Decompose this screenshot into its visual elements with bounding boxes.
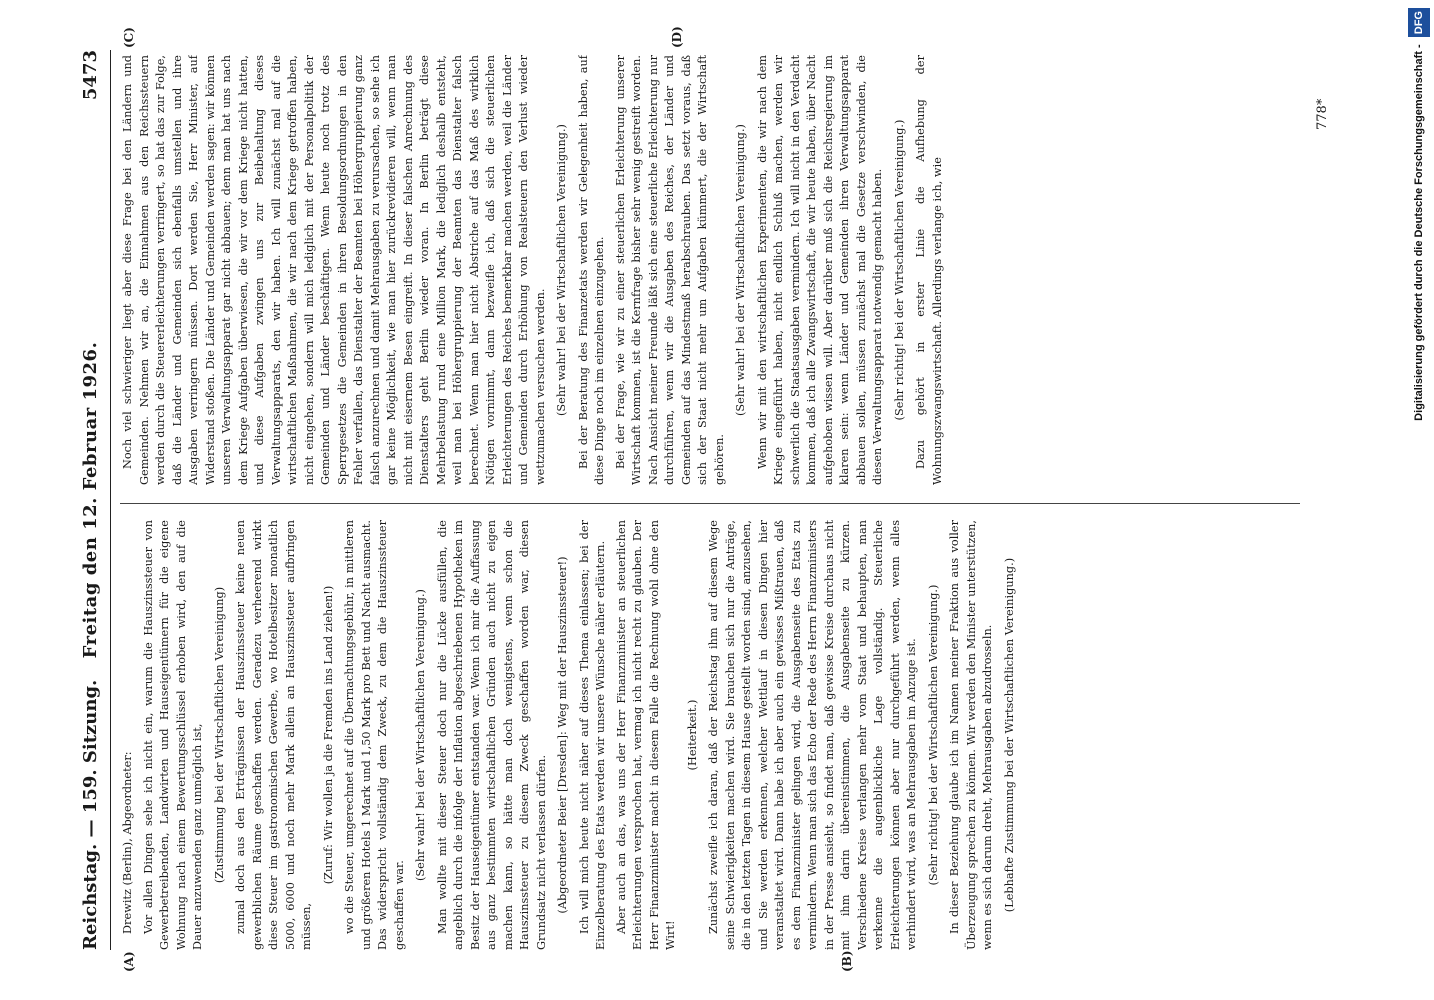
paragraph: Man wollte mit dieser Steuer doch nur die Lücke ausfüllen, die angeblich durch die infolge der Inflation abgeschriebenen Hypotheken im Besitz der Hauseigentümer entstanden war. Wenn ich mir die Auffassung aus ganz bestimmten wirtschaftlichen Gründen auch nicht zu eigen machen kann, so hätte man doch wenigstens, wenn schon die Hauszinssteuer zu diesem Zweck geschaffen worden war, diesen Grundsatz nicht verlassen dürfen. <box>435 520 548 950</box>
rotated-newspaper-page <box>70 26 1370 972</box>
paragraph: Aber auch an das, was uns der Herr Finanzminister an steuerlichen Erleichterungen versprochen hat, vermag ich nicht recht zu glauben. Der Herr Finanzminister macht in diesem Falle die Rechnung wohl ohne den Wirt! <box>614 520 677 950</box>
interjection: (Lebhafte Zustimmung bei der Wirtschaftlichen Vereinigung.) <box>1002 557 1016 913</box>
paragraph: Dazu gehört in erster Linie die Aufhebung der Wohnungszwangswirtschaft. Allerdings verlange ich, wie <box>914 55 944 485</box>
paragraph: Drewitz (Berlin), Abgeordneter: <box>121 751 134 934</box>
paragraph: Ich will mich heute nicht näher auf dieses Thema einlassen; bei der Einzelberatung des Etats werden wir unsere Wünsche näher erläutern. <box>577 520 607 950</box>
dfg-side-note <box>1408 8 1430 768</box>
interjection: (Zuruf: Wir wollen ja die Fremden ins Land ziehen!) <box>321 585 335 885</box>
signature-mark: 778* <box>1315 98 1330 130</box>
paragraph: Zunächst zweifle ich daran, daß der Reichstag ihm auf diesem Wege seine Schwierigkeiten machen wird. Sie brauchen sich nur die Anträge, die in den letzten Tagen in diesem Hause gestellt worden sind, anzusehen, und Sie werden erkennen, welcher Wettlauf in diesen Dingen hier veranstaltet wird. Dann habe ich aber auch ein gewisses Mißtrauen, daß es dem Finanzminister gelingen wird, die Ausgabenseite des Etats zu vermindern. Wenn man sich das Echo der Rede des Herrn Finanzministers in der Presse ansieht, so findet man, daß gewisse Kreise durchaus nicht mit ihm darin übereinstimmen, die Ausgabenseite zu kürzen. Verschiedene Kreise verlangen mehr vom Staat und behaupten, man verkenne die augenblickliche Lage vollständig. Steuerliche Erleichterungen können aber nur durchgeführt werden, wenn alles verhindert wird, was an Mehrausgaben im Anzuge ist. <box>707 520 918 950</box>
header-page-number: 5473 <box>79 50 101 101</box>
paragraph: In dieser Beziehung glaube ich im Namen meiner Fraktion aus voller Überzeugung sprechen zu können. Wir werden den Minister unterstützen, wenn es sich darum dreht, Mehrausgaben abzudrosseln. <box>948 520 994 950</box>
page-header <box>70 50 111 950</box>
header-center: Freitag den 12. Februar 1926. <box>79 341 101 659</box>
interjection: (Sehr wahr! bei der Wirtschaftlichen Vereinigung.) <box>414 589 427 881</box>
interjection: (Abgeordneter Beier [Dresden]: Weg mit der Hauszinssteuer!) <box>556 556 569 914</box>
interjection: (Heiterkeit.) <box>685 699 699 771</box>
paragraph: Noch viel schwieriger liegt aber diese Frage bei den Ländern und Gemeinden. Nehmen wir an, die Einnahmen aus den Reichssteuern werden durch die Steuererleichterungen verringert, so hat das zur Folge, daß die Länder und Gemeinden sich ebenfalls umstellen und ihre Ausgaben verringern müssen. Dort werden Sie, Herr Minister, auf Widerstand stoßen. Die Länder und Gemeinden werden sagen: wir können unseren Verwaltungsapparat gar nicht abbauen; denn man hat uns nach dem Kriege Aufgaben überwiesen, die wir vor dem Kriege nicht hatten, und diese Aufgaben zwingen uns zur Beibehaltung dieses Verwaltungsapparats, den wir haben. Ich will zunächst mal auf die wirtschaftlichen Maßnahmen, die wir nach dem Kriege getroffen haben, nicht eingehen, sondern will mich lediglich mit der Personalpolitik der Gemeinden und Länder beschäftigen. Wenn heute noch trotz des Sperrgesetzes die Gemeinden in ihren Besoldungsordnungen in den Fehler verfallen, das Dienstalter der Beamten bei Höhergruppierung ganz falsch anzurechnen und damit Mehrausgaben zu verursachen, so sehe ich gar keine Möglichkeit, wie man hier zurückrevidieren will, wenn man nicht mit eisernem Besen eingreift. In dieser falschen Anrechnung des Dienstalters geht Berlin wieder voran. In Berlin beträgt diese Mehrbelastung rund eine Million Mark, die lediglich deshalb entsteht, weil man bei Höhergruppierung der Beamten das Dienstalter falsch berechnet. Wenn man hier nicht Abstriche auf das Maß des wirklich Nötigen vornimmt, dann bezweifle ich, daß sich die steuerlichen Erleichterungen des Reiches bemerkbar machen werden, weil die Länder und Gemeinden durch Erhöhung von Realsteuern den Verlust wieder wettzumachen versuchen werden. <box>121 55 547 485</box>
margin-mark-d: (D) <box>670 26 684 48</box>
paragraph: zumal doch aus den Erträgnissen der Hauszinssteuer keine neuen gewerblichen Räume geschaffen werden. Geradezu verheerend wirkt diese Steuer im gastronomischen Gewerbe, wo Hotelbesitzer monatlich 5000, 6000 und noch mehr Mark allein an Hauszinssteuer aufbringen müssen, <box>234 520 313 950</box>
header-left: Reichstag. — 159. Sitzung. <box>79 679 101 950</box>
paragraph: Bei der Frage, wie wir zu einer steuerlichen Erleichterung unserer Wirtschaft kommen, ist die Kernfrage bisher sehr wenig gestreift worden. Nach Ansicht meiner Freunde läßt sich eine steuerliche Erleichterung nur durchführen, wenn wir die Ausgaben des Reiches, der Länder und Gemeinden auf das Mindestmaß herabschrauben. Das setzt voraus, daß sich der Staat nicht mehr um Aufgaben kümmert, die der Wirtschaft gehören. <box>613 55 726 485</box>
margin-mark-c: (C) <box>122 27 136 48</box>
dfg-logo: DFG <box>1408 8 1430 37</box>
interjection: (Sehr wahr! bei der Wirtschaftlichen Vereinigung.) <box>734 124 747 416</box>
margin-mark-b: (B) <box>840 950 854 972</box>
dfg-note-text: Digitalisierung gefördert durch die Deutsche Forschungsgemeinschaft - <box>1413 44 1425 421</box>
column-divider <box>120 503 1300 504</box>
left-column <box>120 520 1320 950</box>
interjection: (Zustimmung bei der Wirtschaftlichen Vereinigung) <box>212 586 226 884</box>
paragraph: wo die Steuer, umgerechnet auf die Übernachtungsgebühr, in mittleren und größeren Hotels 1 Mark und 1,50 Mark pro Bett und Nacht ausmacht. Das widerspricht vollständig dem Zweck, zu dem die Hauszinssteuer geschaffen war. <box>343 520 406 950</box>
paragraph: Vor allen Dingen sehe ich nicht ein, warum die Hauszinssteuer von Gewerbetreibenden, Landwirten und Hauseigentümern für die eigene Wohnung nach einem Bewertungsschlüssel erhoben wird, den auf die Dauer anzuwenden ganz unmöglich ist, <box>141 520 204 950</box>
right-column <box>120 55 1320 485</box>
paragraph: Wenn wir mit den wirtschaftlichen Experimenten, die wir nach dem Kriege eingeführt haben, nicht endlich Schluß machen, werden wir schwerlich die Staatsausgaben vermindern. Ich will nicht in den Verdacht kommen, daß ich alle Zwangswirtschaft, die wir heute haben, über Nacht aufgehoben wissen will. Aber darüber muß sich die Reichsregierung im klaren sein: wenn Länder und Gemeinden ihren Verwaltungsapparat abbauen sollen, müssen zunächst mal die Gesetze verschwinden, die diesen Verwaltungsapparat notwendig gemacht haben. <box>755 55 884 485</box>
margin-mark-a: (A) <box>122 951 136 972</box>
paragraph: Bei der Beratung des Finanzetats werden wir Gelegenheit haben, auf diese Dinge noch im einzelnen einzugehen. <box>576 55 606 485</box>
interjection: (Sehr wahr! bei der Wirtschaftlichen Vereinigung.) <box>555 124 568 416</box>
interjection: (Sehr richtig! bei der Wirtschaftlichen Vereinigung.) <box>926 584 940 886</box>
interjection: (Sehr richtig! bei der Wirtschaftlichen Vereinigung.) <box>892 119 906 421</box>
